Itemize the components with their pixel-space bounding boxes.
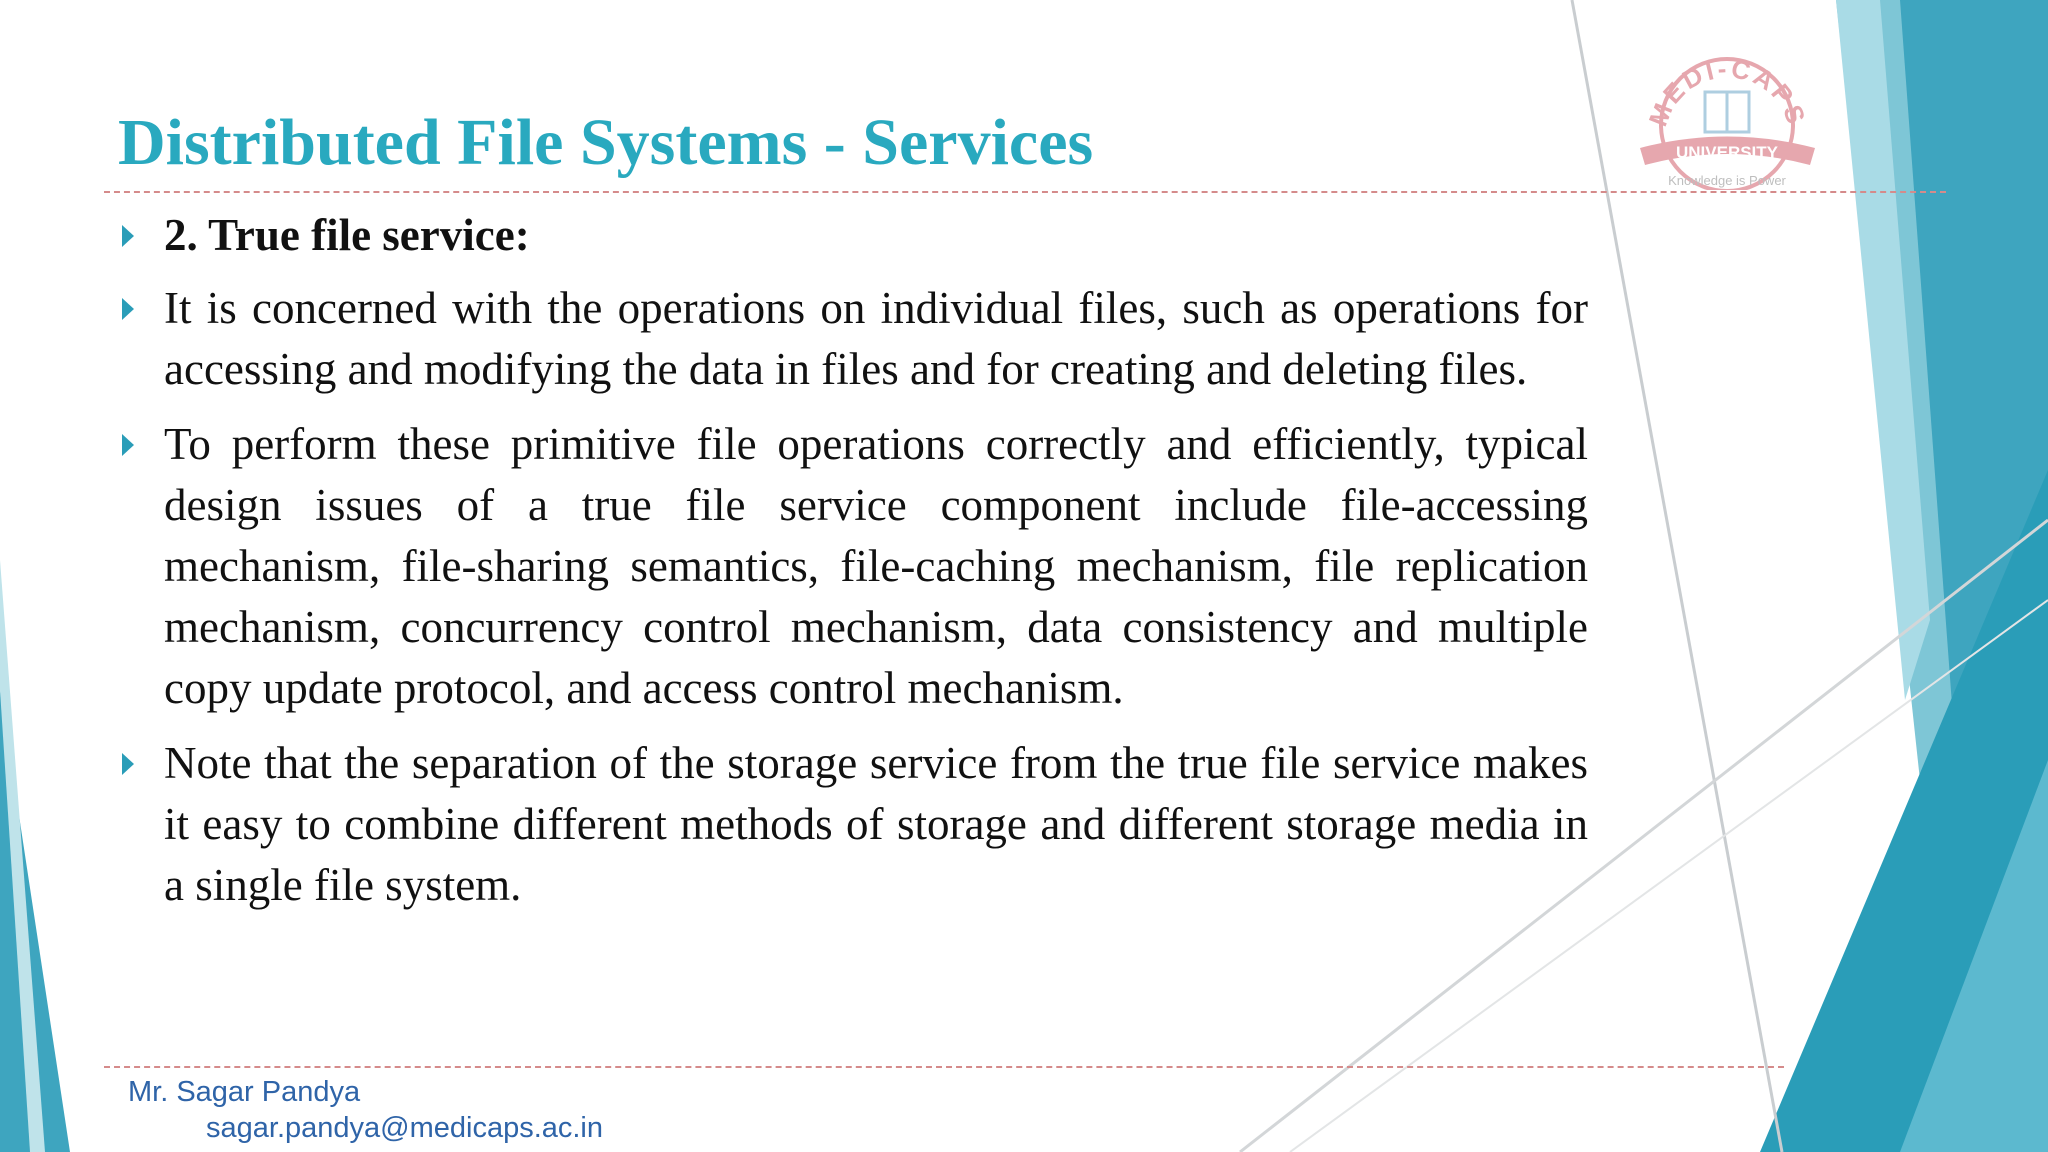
bullet-item [118, 205, 1588, 266]
bullet-list [118, 205, 1588, 930]
bullet-item [118, 414, 1588, 719]
bullet-arrow-icon [122, 753, 134, 775]
bullet-text: 2. True file service: [164, 210, 530, 260]
bullet-text: It is concerned with the operations on individual files, such as operations for accessing and modifying the data in files and for creating and deleting files. [164, 283, 1588, 394]
footer-author: Mr. Sagar Pandya [128, 1076, 361, 1108]
bullet-text: To perform these primitive file operations correctly and efficiently, typical design issues of a true file service component include file-accessing mechanism, file-sharing semantics, file-caching mechanism, file replication mechanism, concurrency control mechanism, data consistency and multiple copy update protocol, and access control mechanism. [164, 419, 1588, 713]
header-divider [104, 191, 1946, 193]
bullet-item [118, 733, 1588, 916]
svg-text:MEDI-CAPS: MEDI-CAPS [1642, 53, 1813, 131]
bullet-item [118, 278, 1588, 400]
footer-email: sagar.pandya@medicaps.ac.in [206, 1112, 604, 1144]
slide-title: Distributed File Systems - Services [118, 106, 1094, 179]
bullet-arrow-icon [122, 225, 134, 247]
svg-text:UNIVERSITY: UNIVERSITY [1675, 143, 1779, 162]
footer-divider [104, 1066, 1784, 1068]
bullet-arrow-icon [122, 434, 134, 456]
bullet-arrow-icon [122, 298, 134, 320]
bullet-text: Note that the separation of the storage service from the true file service makes it easy to combine different methods of storage and different storage media in a single file system. [164, 738, 1588, 910]
medicaps-logo [1620, 30, 1835, 190]
svg-text:Knowledge is Power: Knowledge is Power [1668, 173, 1786, 188]
